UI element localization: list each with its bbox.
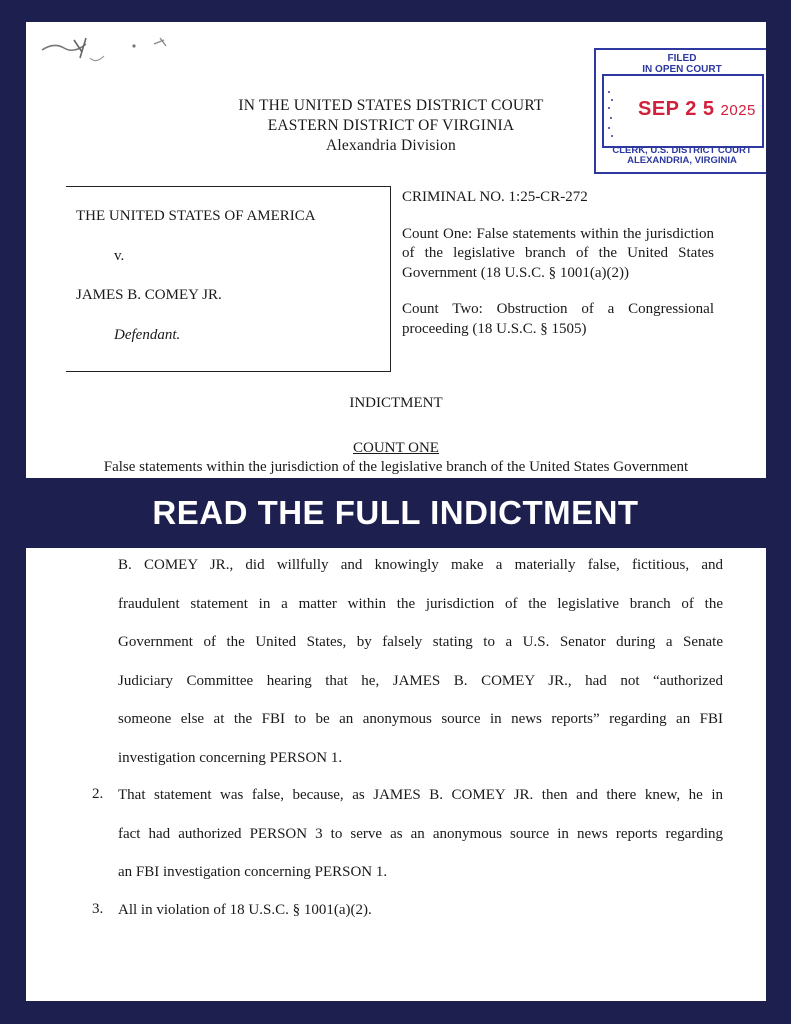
case-info: [402, 188, 714, 356]
paragraph-line: Government of the United States, by falsely stating to a U.S. Senator during a Senate: [118, 634, 723, 650]
indictment-title: INDICTMENT: [349, 395, 443, 411]
paragraph-line: an FBI investigation concerning PERSON 1.: [118, 864, 388, 880]
count-one-subtitle: False statements within the jurisdiction of the legislative branch of the United States Government: [103, 459, 689, 475]
versus-label: v.: [114, 248, 125, 264]
stamp-location-line: ALEXANDRIA, VIRGINIA: [627, 155, 737, 166]
paragraph-line: Judiciary Committee hearing that he, JAMES B. COMEY JR., had not “authorized: [118, 672, 723, 689]
handwriting-mark: [34, 28, 184, 78]
plaintiff-name: THE UNITED STATES OF AMERICA: [76, 208, 316, 224]
read-full-indictment-banner[interactable]: READ THE FULL INDICTMENT: [152, 494, 639, 531]
division-name: Alexandria Division: [326, 137, 456, 154]
stamp-date-year: 2025: [720, 102, 756, 119]
paragraph-line: All in violation of 18 U.S.C. § 1001(a)(2).: [118, 902, 372, 918]
stamp-dots-mark: [606, 86, 616, 142]
stamp-open-court-label: IN OPEN COURT: [642, 64, 722, 75]
stamp-date-day: SEP 2 5: [638, 98, 715, 120]
paragraph-line: fact had authorized PERSON 3 to serve as an anonymous source in news reports regarding: [118, 825, 723, 842]
filed-stamp: [594, 48, 766, 174]
criminal-number: CRIMINAL NO. 1:25-CR-272: [402, 189, 588, 205]
district-name: EASTERN DISTRICT OF VIRGINIA: [267, 117, 515, 134]
indictment-excerpt-page: [26, 548, 766, 1001]
stamp-clerk-line: CLERK, U.S. DISTRICT COURT: [612, 145, 752, 156]
paragraph-line: investigation concerning PERSON 1.: [118, 749, 343, 766]
stamp-clerk-label: [596, 146, 766, 166]
paragraph-3: [92, 901, 723, 940]
count-two-description: Count Two: Obstruction of a Congressional proceeding (18 U.S.C. § 1505): [402, 301, 714, 337]
paragraph-1: [118, 556, 723, 787]
paragraph-2: [92, 786, 723, 902]
defendant-name: JAMES B. COMEY JR.: [76, 287, 222, 303]
paragraph-number: 3.: [92, 901, 104, 917]
stamp-date: [638, 98, 756, 121]
case-caption-box: [66, 186, 391, 372]
paragraph-line: B. COMEY JR., did willfully and knowingly make a materially false, fictitious, and: [118, 557, 723, 573]
paragraph-line: fraudulent statement in a matter within the jurisdiction of the legislative branch of the: [118, 595, 723, 612]
paragraph-line: That statement was false, because, as JAMES B. COMEY JR. then and there knew, he in: [118, 787, 723, 803]
court-name: IN THE UNITED STATES DISTRICT COURT: [238, 97, 544, 114]
stamp-filed-label: FILED: [667, 53, 697, 64]
indictment-first-page: [26, 22, 766, 478]
paragraph-number: 2.: [92, 786, 104, 802]
court-heading: [196, 96, 586, 156]
count-one-description: Count One: False statements within the jurisdiction of the legislative branch of the United States Government (18 U.S.C. § 1001(a)(2)): [402, 225, 714, 281]
count-one-title: COUNT ONE: [353, 440, 439, 456]
paragraph-line: someone else at the FBI to be an anonymous source in news reports” regarding an FBI: [118, 711, 723, 727]
defendant-label: Defendant.: [114, 327, 181, 343]
